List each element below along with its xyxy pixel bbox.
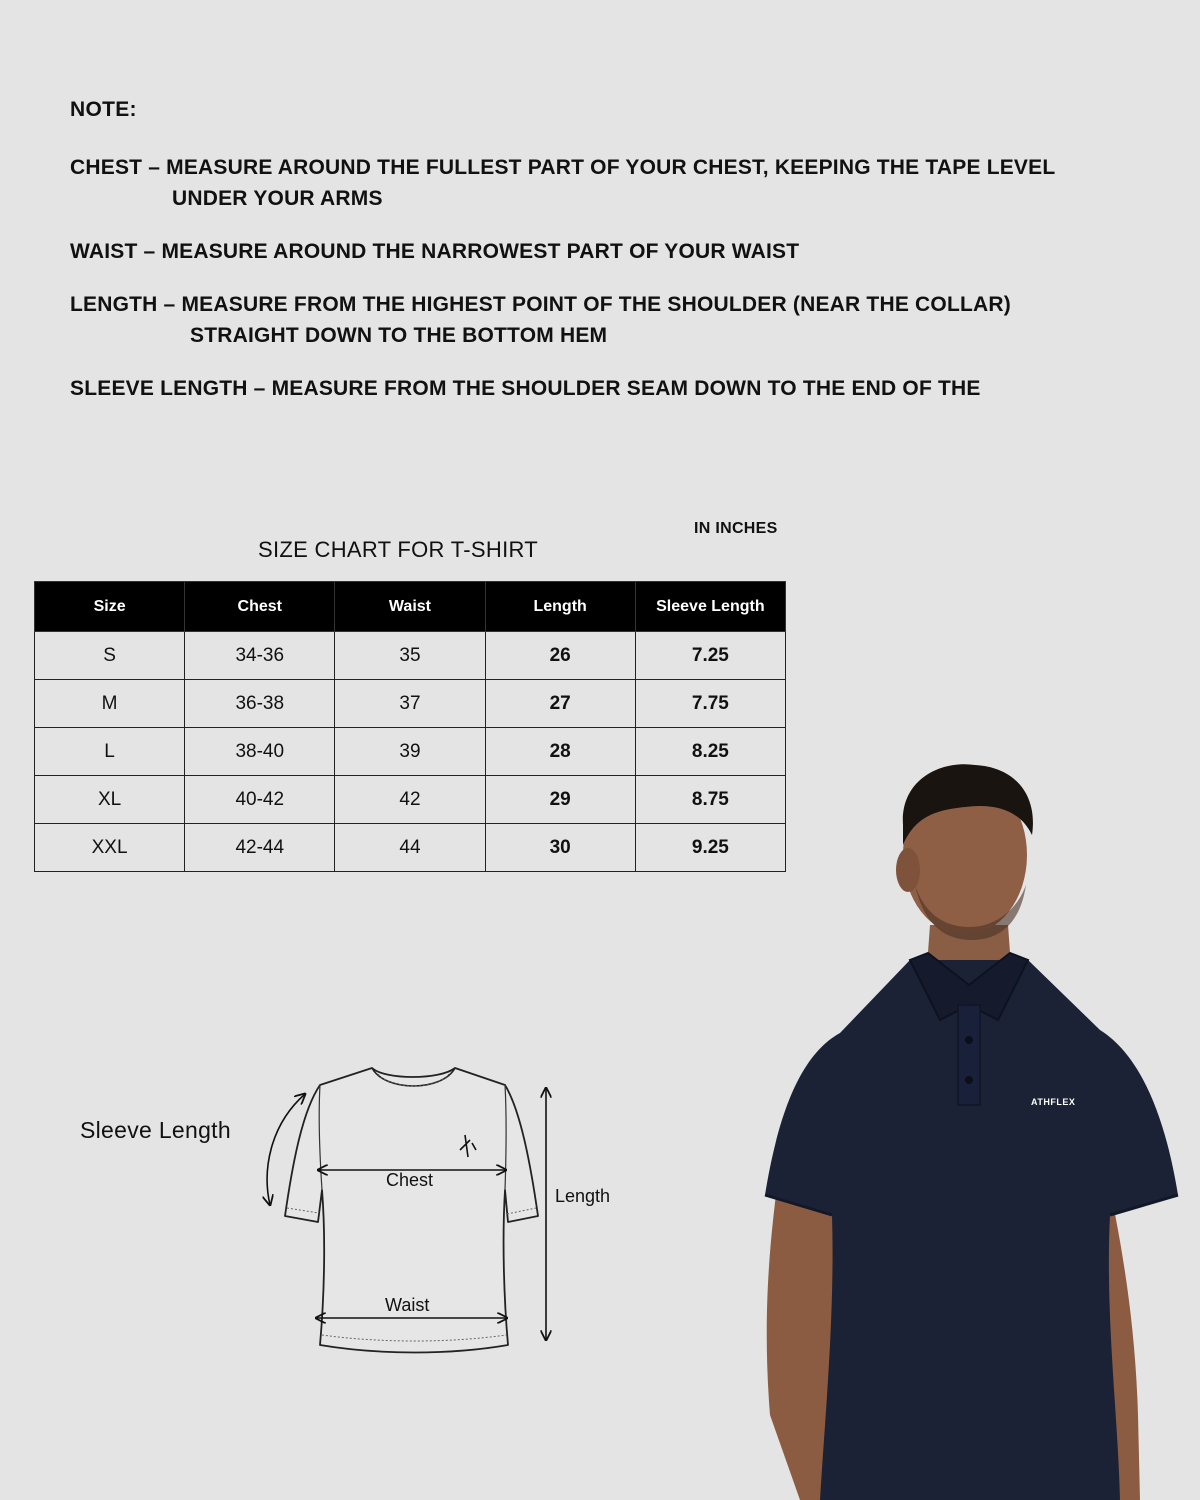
tshirt-measurement-diagram: [0, 1040, 700, 1400]
cell-sleeve-length: 8.25: [635, 728, 785, 776]
cell-size: S: [35, 632, 185, 680]
cell-waist: 35: [335, 632, 485, 680]
header-waist: Waist: [335, 582, 485, 632]
header-chest: Chest: [185, 582, 335, 632]
cell-waist: 42: [335, 776, 485, 824]
cell-waist: 37: [335, 680, 485, 728]
cell-chest: 42-44: [185, 824, 335, 872]
table-row: [35, 824, 786, 872]
chest-label: Chest: [386, 1170, 434, 1190]
cell-size: M: [35, 680, 185, 728]
note-length-continued: STRAIGHT DOWN TO THE BOTTOM HEM: [190, 324, 608, 347]
note-length: [70, 289, 1180, 351]
note-waist: [70, 236, 1180, 267]
cell-length: 29: [485, 776, 635, 824]
cell-chest: 38-40: [185, 728, 335, 776]
waist-label: Waist: [385, 1295, 430, 1315]
note-waist-text: WAIST – MEASURE AROUND THE NARROWEST PART OF YOUR WAIST: [70, 240, 800, 263]
size-chart-title: SIZE CHART FOR T-SHIRT: [258, 537, 539, 562]
shirt-button-icon: [965, 1036, 973, 1044]
cell-chest: 34-36: [185, 632, 335, 680]
note-sleeve-text: SLEEVE LENGTH – MEASURE FROM THE SHOULDER SEAM DOWN TO THE END OF THE: [70, 377, 981, 400]
notes-heading: NOTE:: [70, 98, 137, 121]
cell-length: 26: [485, 632, 635, 680]
model-photo: [740, 755, 1200, 1500]
cell-waist: 39: [335, 728, 485, 776]
table-row: [35, 728, 786, 776]
header-size: Size: [35, 582, 185, 632]
shirt-button-icon: [965, 1076, 973, 1084]
measurement-notes: [70, 98, 1180, 426]
size-chart-table: [34, 581, 786, 872]
cell-chest: 40-42: [185, 776, 335, 824]
length-label: Length: [555, 1186, 611, 1206]
header-length: Length: [485, 582, 635, 632]
cell-sleeve-length: 7.25: [635, 632, 785, 680]
units-label: IN INCHES: [694, 520, 778, 537]
note-chest: [70, 152, 1180, 214]
cell-length: 27: [485, 680, 635, 728]
table-row: [35, 776, 786, 824]
table-row: [35, 632, 786, 680]
cell-size: XXL: [35, 824, 185, 872]
note-length-text: LENGTH – MEASURE FROM THE HIGHEST POINT OF THE SHOULDER (NEAR THE COLLAR): [70, 293, 1011, 316]
note-chest-continued: UNDER YOUR ARMS: [172, 187, 383, 210]
cell-sleeve-length: 9.25: [635, 824, 785, 872]
table-header-row: [35, 582, 786, 632]
cell-size: XL: [35, 776, 185, 824]
cell-waist: 44: [335, 824, 485, 872]
cell-sleeve-length: 8.75: [635, 776, 785, 824]
shirt-brand-logo: ATHFLEX: [1031, 1097, 1076, 1107]
sleeve-length-label: Sleeve Length: [80, 1117, 231, 1143]
cell-sleeve-length: 7.75: [635, 680, 785, 728]
table-row: [35, 680, 786, 728]
cell-size: L: [35, 728, 185, 776]
cell-length: 30: [485, 824, 635, 872]
cell-chest: 36-38: [185, 680, 335, 728]
cell-length: 28: [485, 728, 635, 776]
note-chest-text: CHEST – MEASURE AROUND THE FULLEST PART OF YOUR CHEST, KEEPING THE TAPE LEVEL: [70, 156, 1056, 179]
header-sleeve-length: Sleeve Length: [635, 582, 785, 632]
note-sleeve: [70, 373, 1180, 404]
